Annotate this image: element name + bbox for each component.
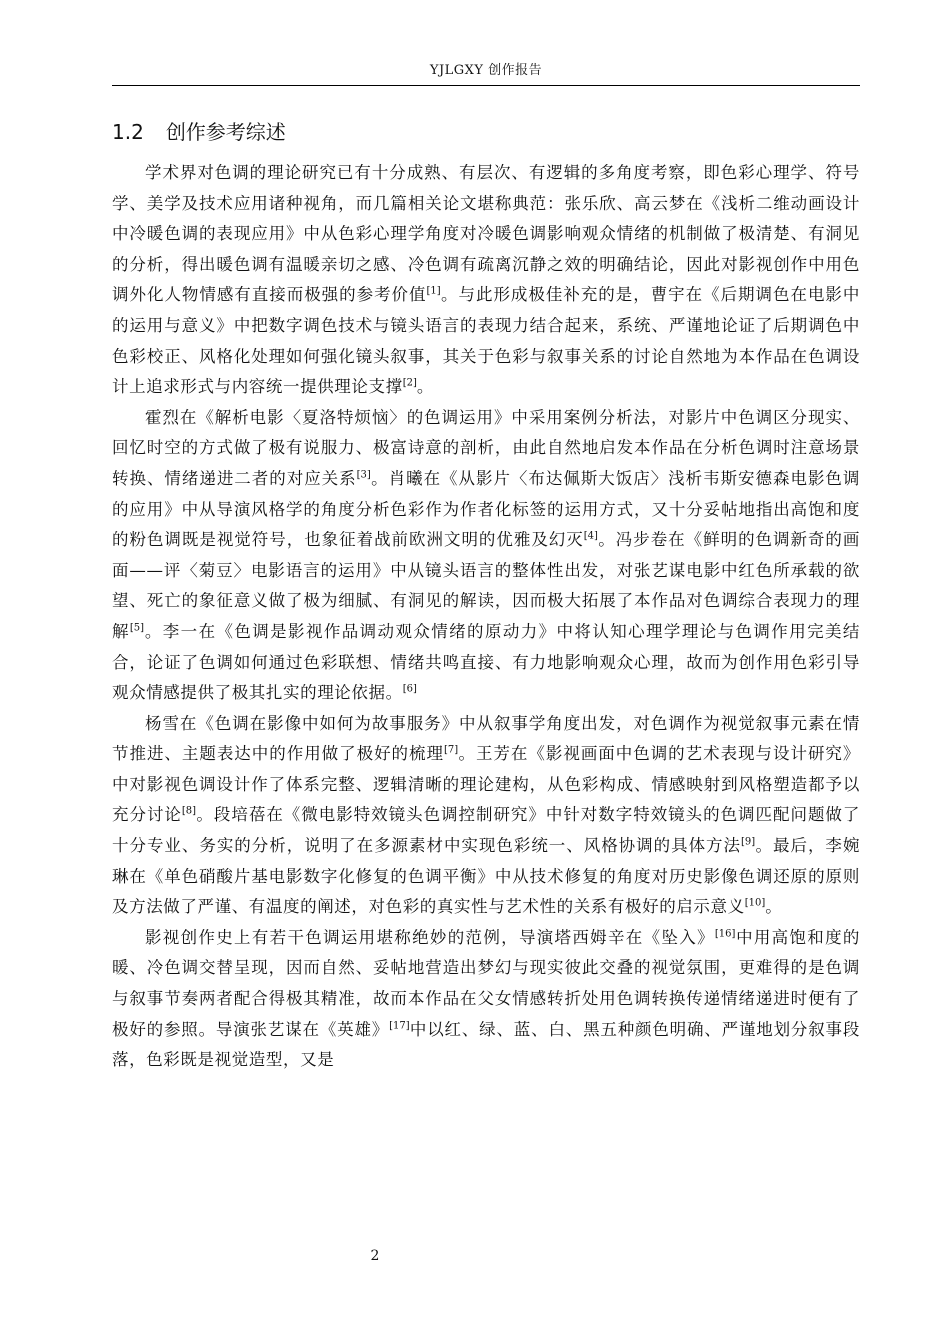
paragraph-text: 学术界对色调的理论研究已有十分成熟、有层次、有逻辑的多角度考察，即色彩心理学、符号学、美学及技术应用诸种视角，而几篇相关论文堪称典范：张乐欣、高云梦在《浅析二维动画设计中冷暖色调的表现应用》中从色彩心理学角度对冷暖色调影响观众情绪的机制做了极清楚、有洞见的分析，得出暖色调有温暖亲切之感、冷色调有疏离沉静之效的明确结论，因此对影视创作中用色调外化人物情感有直接而极强的参考价值 xyxy=(112,163,860,305)
section-heading xyxy=(112,118,286,146)
paragraph-text: 。王芳在《影视画面中色调的艺术表现与设计研究》中对影视色调设计作了体系完整、逻辑清晰的理论建构，从色彩构成、情感映射到风格塑造都予以充分讨论 xyxy=(112,744,860,825)
paragraph xyxy=(112,158,860,403)
citation-ref: [8] xyxy=(181,805,197,817)
paragraph-text: 。肖曦在《从影片〈布达佩斯大饭店〉浅析韦斯安德森电影色调的应用》中从导演风格学的角度分析色彩作为作者化标签的运用方式，又十分妥帖地指出高饱和度的粉色调既是视觉符号，也象征着战前欧洲文明的优雅及幻灭 xyxy=(112,468,860,550)
header-divider xyxy=(112,85,860,86)
paragraph-text: 。与此形成极佳补充的是，曹宇在《后期调色在电影中的运用与意义》中把数字调色技术与镜头语言的表现力结合起来，系统、严谨地论证了后期调色中色彩校正、风格化处理如何强化镜头叙事，其关于色彩与叙事关系的讨论自然地为本作品在色调设计上追求形式与内容统一提供理论支撑 xyxy=(112,285,860,397)
body-text xyxy=(112,158,860,1076)
paragraph-text: 霍烈在《解析电影〈夏洛特烦恼〉的色调运用》中采用案例分析法，对影片中色调区分现实、回忆时空的方式做了极有说服力、极富诗意的剖析，由此自然地启发本作品在分析色调时注意场景转换、情绪递进二者的对应关系 xyxy=(112,407,860,488)
paragraph-text: 。冯步卷在《鲜明的色调新奇的画面——评〈菊豆〉电影语言的运用》中从镜头语言的整体性出发，对张艺谋电影中红色所承载的欲望、死亡的象征意义做了极为细腻、有洞见的解读，因而极大拓展了本作品对色调综合表现力的理解 xyxy=(112,530,861,641)
paragraph-text: 。 xyxy=(416,377,434,397)
paragraph xyxy=(112,923,860,1076)
citation-ref: [10] xyxy=(744,897,766,909)
paragraph-text: 。段培蓓在《微电影特效镜头色调控制研究》中针对数字特效镜头的色调匹配问题做了十分专业、务实的分析，说明了在多源素材中实现色彩统一、风格协调的具体方法 xyxy=(112,805,860,856)
citation-ref: [9] xyxy=(740,836,756,848)
section-number: 1.2 xyxy=(112,120,144,144)
paragraph-text: 。 xyxy=(765,897,783,917)
citation-ref: [1] xyxy=(426,285,441,297)
page-header: YJLGXY 创作报告 xyxy=(429,63,543,78)
paragraph-text: 中用高饱和度的暖、冷色调交替呈现，因而自然、妥帖地营造出梦幻与现实彼此交叠的视觉氛围，更难得的是色调与叙事节奏两者配合得极其精准，故而本作品在父女情感转折处用色调转换传递情绪递进时便有了极好的参照。导演张艺谋在《英雄》 xyxy=(112,927,861,1039)
paragraph-text: 杨雪在《色调在影像中如何为故事服务》中从叙事学角度出发，对色调作为视觉叙事元素在情节推进、主题表达中的作用做了极好的梳理 xyxy=(112,713,860,764)
page-number: 2 xyxy=(370,1248,380,1264)
citation-ref: [4] xyxy=(583,530,598,542)
paragraph-text: 影视创作史上有若干色调运用堪称绝妙的范例，导演塔西姆辛在《坠入》 xyxy=(145,927,715,947)
citation-ref: [16] xyxy=(714,928,736,940)
citation-ref: [5] xyxy=(129,622,145,634)
paragraph xyxy=(112,403,860,709)
citation-ref: [2] xyxy=(402,377,417,389)
citation-ref: [3] xyxy=(356,469,371,481)
citation-ref: [6] xyxy=(402,683,417,695)
paragraph-text: 。李一在《色调是影视作品调动观众情绪的原动力》中将认知心理学理论与色调作用完美结合，论证了色调如何通过色彩联想、情绪共鸣直接、有力地影响观众心理，故而为创作用色彩引导观众情感提供了极其扎实的理论依据。 xyxy=(112,621,860,703)
paragraph-text: 。最后，李婉琳在《单色硝酸片基电影数字化修复的色调平衡》中从技术修复的角度对历史影像色调还原的原则及方法做了严谨、有温度的阐述，对色彩的真实性与艺术性的关系有极好的启示意义 xyxy=(112,836,860,917)
paragraph-text: 中以红、绿、蓝、白、黑五种颜色明确、严谨地划分叙事段落，色彩既是视觉造型，又是 xyxy=(112,1019,860,1070)
paragraph xyxy=(112,709,860,923)
citation-ref: [7] xyxy=(443,744,459,756)
section-title: 创作参考综述 xyxy=(165,120,286,144)
citation-ref: [17] xyxy=(389,1020,410,1032)
